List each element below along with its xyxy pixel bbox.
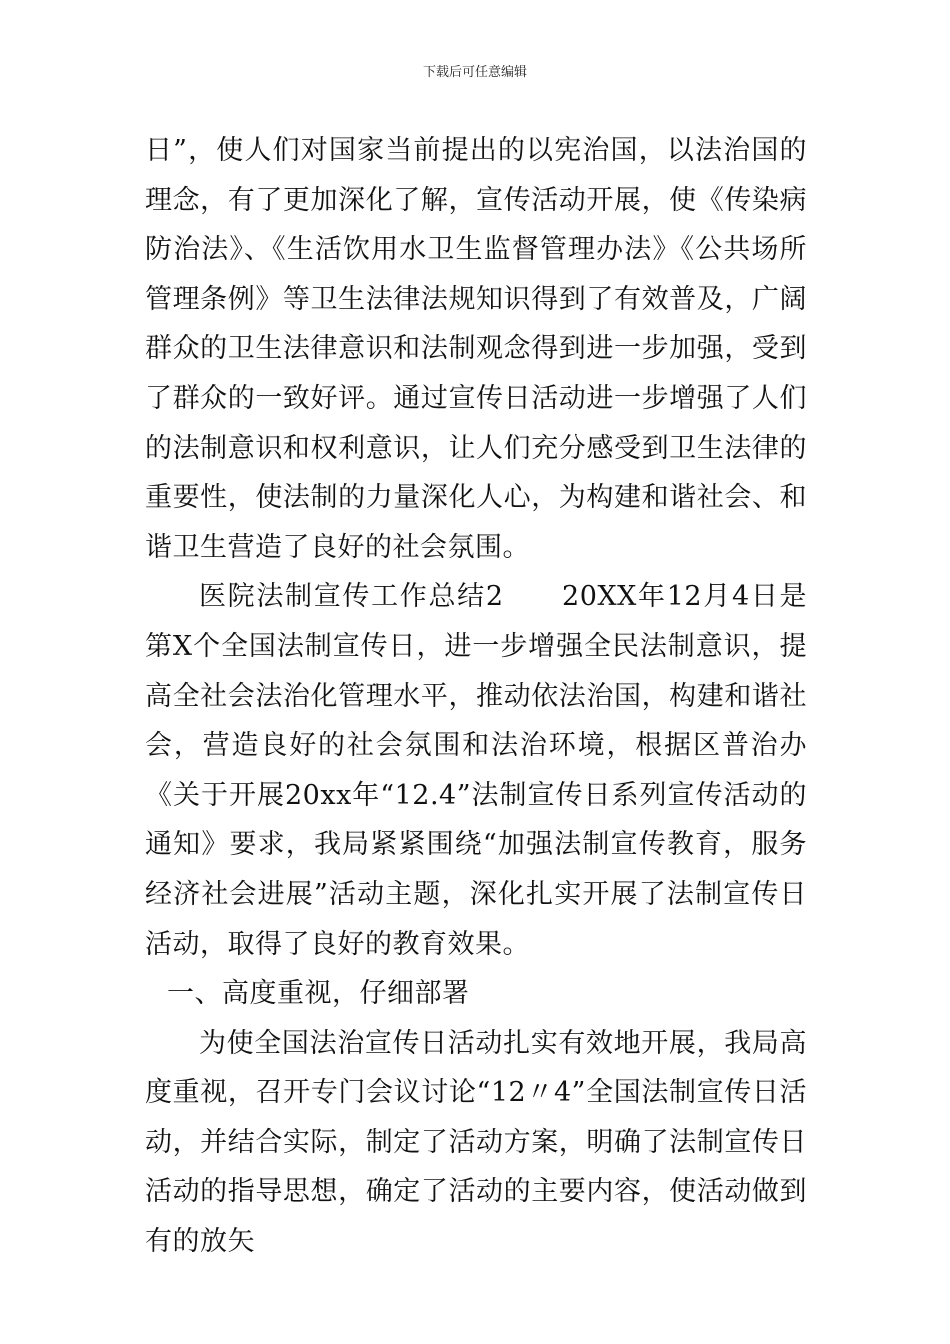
paragraph-summary-2: 医院法制宣传工作总结2 20XX年12月4日是第X个全国法制宣传日，进一步增强全民法制意识，提高全社会法治化管理水平，推动依法治国，构建和谐社会，营造良好的社会氛围和法治环境，根据区普治办《关于开展20xx年“12.4”法制宣传日系列宣传活动的通知》要求，我局紧紧围绕“加强法制宣传教育，服务经济社会进展”活动主题，深化扎实开展了法制宣传日活动，取得了良好的教育效果。 <box>145 581 807 960</box>
paragraph-section-body: 为使全国法治宣传日活动扎实有效地开展，我局高度重视，召开专门会议讨论“12〃4”全国法制宣传日活动，并结合实际，制定了活动方案，明确了法制宣传日活动的指导思想，确定了活动的主要内容，使活动做到有的放矢 <box>145 1027 807 1258</box>
document-body <box>145 126 807 1267</box>
section-heading: 一、高度重视，仔细部署 <box>167 978 470 1010</box>
page-header: 下载后可任意编辑 <box>422 65 527 80</box>
paragraph-continuation: 日”，使人们对国家当前提出的以宪治国，以法治国的理念，有了更加深化了解，宣传活动开展，使《传染病防治法》、《生活饮用水卫生监督管理办法》《公共场所管理条例》等卫生法律法规知识得到了有效普及，广阔群众的卫生法律意识和法制观念得到进一步加强，受到了群众的一致好评。通过宣传日活动进一步增强了人们的法制意识和权利意识，让人们充分感受到卫生法律的重要性，使法制的力量深化人心，为构建和谐社会、和谐卫生营造了良好的社会氛围。 <box>145 135 807 563</box>
